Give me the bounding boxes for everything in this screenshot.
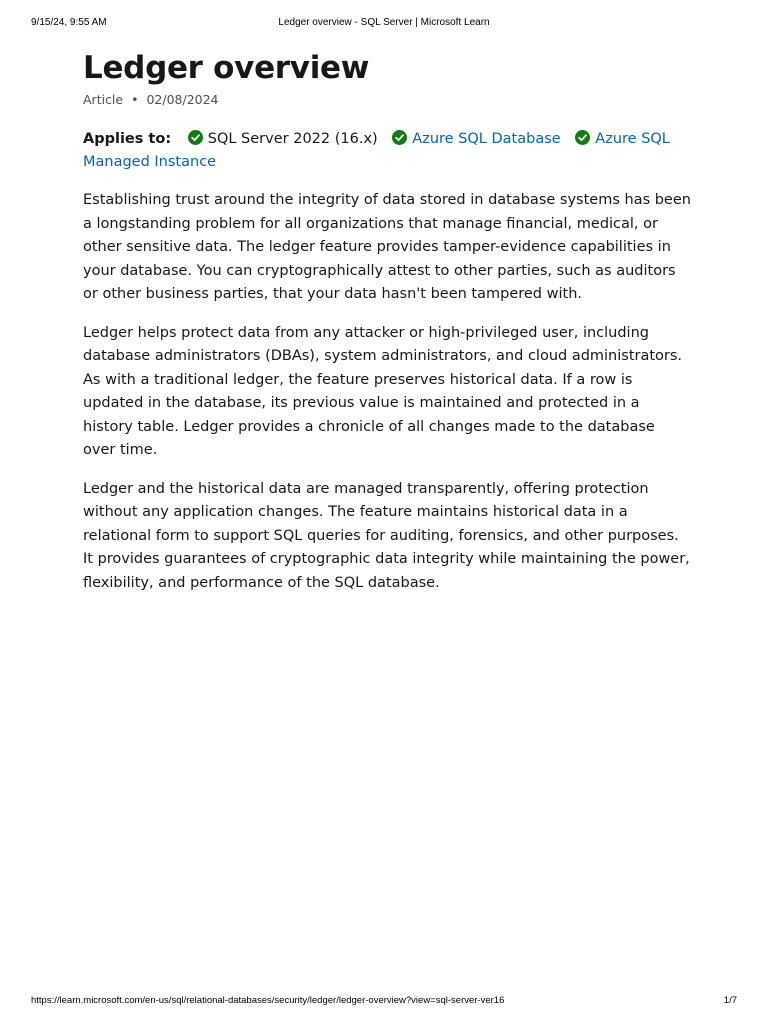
- article-metadata: [83, 92, 691, 108]
- print-datetime: 9/15/24, 9:55 AM: [31, 17, 107, 28]
- applies-to-label: Applies to:: [83, 131, 172, 147]
- print-url: https://learn.microsoft.com/en-us/sql/relational-databases/security/ledger/ledger-overview?view=sql-server-ver16: [31, 995, 505, 1006]
- article-content: [83, 49, 691, 595]
- article-type: Article: [83, 92, 124, 107]
- paragraph-transparency: Ledger and the historical data are managed transparently, offering protection without any application changes. The feature maintains historical data in a relational form to support SQL queries for auditing, forensics, and other purposes. It provides guarantees of cryptographic data integrity while maintaining the power, flexibility, and performance of the SQL database.: [83, 480, 690, 591]
- print-header: [31, 17, 737, 31]
- check-circle-icon: [575, 130, 590, 145]
- product-link-azure-sql-managed-instance[interactable]: Azure SQL Managed Instance: [83, 131, 670, 170]
- meta-separator: •: [131, 92, 139, 107]
- print-footer: [31, 995, 737, 1009]
- print-doc-title: Ledger overview - SQL Server | Microsoft Learn: [278, 17, 490, 28]
- page-title: Ledger overview: [83, 50, 370, 86]
- article-date: 02/08/2024: [146, 92, 219, 107]
- page-number: 1/7: [723, 995, 737, 1006]
- paragraph-intro: Establishing trust around the integrity of data stored in database systems has been a longstanding problem for all organizations that manage financial, medical, or other sensitive data. The ledger feature provides tamper-evidence capabilities in your database. You can cryptographically attest to other parties, such as auditors or other business parties, that your data hasn't been tampered with.: [83, 192, 691, 302]
- check-circle-icon: [392, 130, 407, 145]
- product-sql-server-2022: SQL Server 2022 (16.x): [207, 131, 378, 147]
- applies-to: [83, 128, 691, 174]
- check-circle-icon: [188, 130, 203, 145]
- paragraph-protection: Ledger helps protect data from any attacker or high-privileged user, including database administrators (DBAs), system administrators, and cloud administrators. As with a traditional ledger, the feature preserves historical data. If a row is updated in the database, its previous value is maintained and protected in a history table. Ledger provides a chronicle of all changes made to the database over time.: [83, 324, 683, 458]
- product-link-azure-sql-database[interactable]: Azure SQL Database: [412, 131, 561, 147]
